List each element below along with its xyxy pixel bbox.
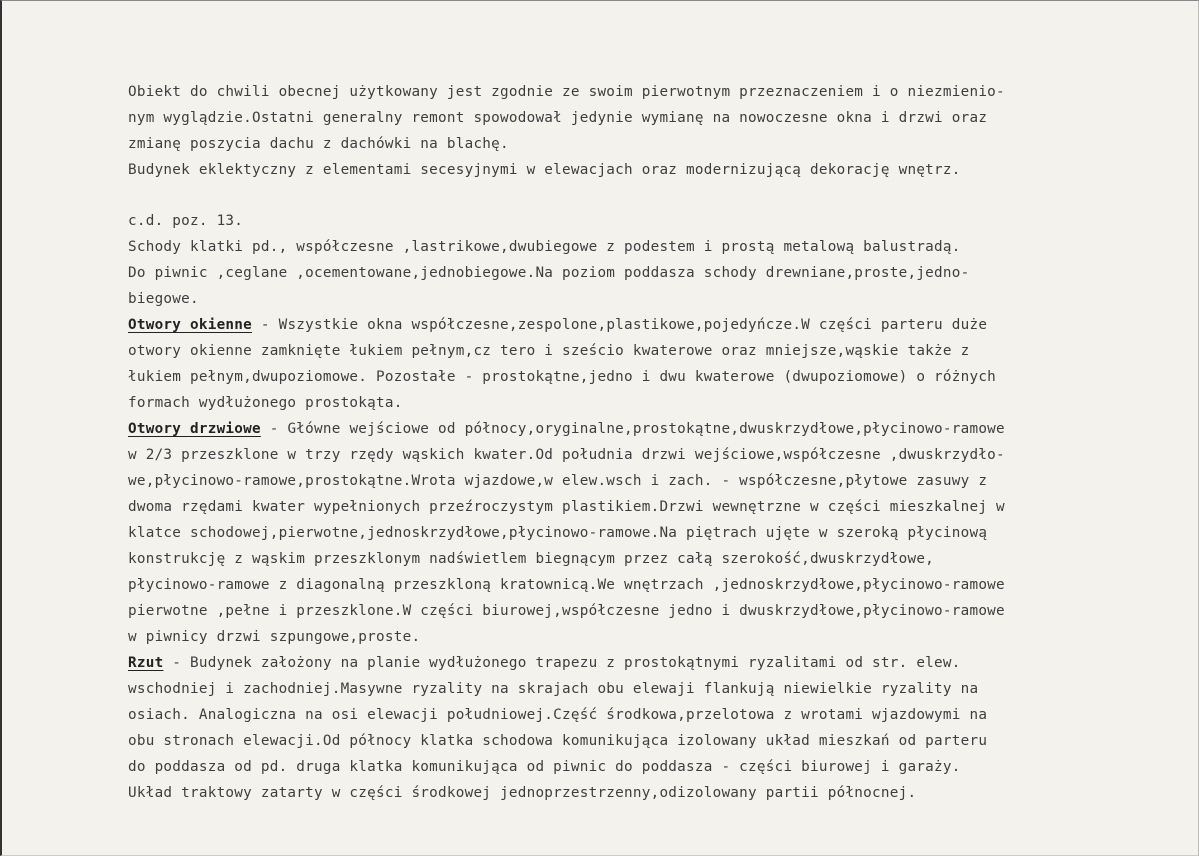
text-line: Do piwnic ,ceglane ,ocementowane,jednobiegowe.Na poziom poddasza schody drewniane,proste,jedno- <box>128 265 970 281</box>
text-line: pierwotne ,pełne i przeszklone.W części biurowej,współczesne jedno i dwuskrzydłowe,płycinowo-ramowe <box>128 603 1005 619</box>
text-line: we,płycinowo-ramowe,prostokątne.Wrota wjazdowe,w elew.wsch i zach. - współczesne,płytowe zasuwy z <box>128 473 988 489</box>
typewritten-text <box>128 79 1138 806</box>
section-heading-windows: Otwory okienne <box>128 317 253 333</box>
text-line: Obiekt do chwili obecnej użytkowany jest zgodnie ze swoim pierwotnym przeznaczeniem i o niezmienio- <box>128 84 1005 100</box>
text-segment: - Główne wejściowe od północy,oryginalne,prostokątne,dwuskrzydłowe,płycinowo-ramowe <box>260 421 1005 437</box>
text-line: osiach. Analogiczna na osi elewacji południowej.Część środkowa,przelotowa z wrotami wjazdowymi na <box>128 707 988 723</box>
text-line: c.d. poz. 13. <box>128 213 244 229</box>
text-line: wschodniej i zachodniej.Masywne ryzality na skrajach obu elewaji flankują niewielkie ryzality na <box>128 681 979 697</box>
text-line: biegowe. <box>128 291 199 307</box>
text-line: do poddasza od pd. druga klatka komunikująca od piwnic do poddasza - części biurowej i garaży. <box>128 759 961 775</box>
text-line: nym wyglądzie.Ostatni generalny remont spowodował jedynie wymianę na nowoczesne okna i drzwi oraz <box>128 110 988 126</box>
text-line: Budynek eklektyczny z elementami secesyjnymi w elewacjach oraz modernizującą dekorację wnętrz. <box>128 162 961 178</box>
paragraph-gap <box>128 183 1138 208</box>
text-line: obu stronach elewacji.Od północy klatka schodowa komunikująca izolowany układ mieszkań od parteru <box>128 733 988 749</box>
text-line: zmianę poszycia dachu z dachówki na blachę. <box>128 136 509 152</box>
text-line: dwoma rzędami kwater wypełnionych przeźroczystym plastikiem.Drzwi wewnętrzne w części mieszkalnej w <box>128 499 1005 515</box>
text-line: klatce schodowej,pierwotne,jednoskrzydłowe,płycinowo-ramowe.Na piętrach ujęte w szeroką płycinową <box>128 525 988 541</box>
text-line: łukiem pełnym,dwupoziomowe. Pozostałe - prostokątne,jedno i dwu kwaterowe (dwupoziomowe) o różnych <box>128 369 997 385</box>
text-line: otwory okienne zamknięte łukiem pełnym,cz tero i sześcio kwaterowe oraz mniejsze,wąskie także z <box>128 343 970 359</box>
section-heading-doors: Otwory drzwiowe <box>128 421 261 437</box>
text-line: w 2/3 przeszklone w trzy rzędy wąskich kwater.Od południa drzwi wejściowe,współczesne ,dwuskrzydło- <box>128 447 1005 463</box>
text-line: płycinowo-ramowe z diagonalną przeszkloną kratownicą.We wnętrzach ,jednoskrzydłowe,płycinowo-ramowe <box>128 577 1005 593</box>
text-line: Schody klatki pd., współczesne ,lastrikowe,dwubiegowe z podestem i prostą metalową balustradą. <box>128 239 961 255</box>
section-heading-plan: Rzut <box>128 655 164 671</box>
text-line: konstrukcję z wąskim przeszklonym nadświetlem biegnącym przez całą szerokość,dwuskrzydłowe, <box>128 551 935 567</box>
text-line: formach wydłużonego prostokąta. <box>128 395 403 411</box>
text-segment: - Budynek założony na planie wydłużonego trapezu z prostokątnymi ryzalitami od str. elew. <box>163 655 961 671</box>
text-segment: - Wszystkie okna współczesne,zespolone,plastikowe,pojedyńcze.W części parteru duże <box>252 317 988 333</box>
section-windows-first-line <box>128 312 1138 338</box>
text-line: w piwnicy drzwi szpungowe,proste. <box>128 629 421 645</box>
text-line: Układ traktowy zatarty w części środkowej jednoprzestrzenny,odizolowany partii północnej. <box>128 785 917 801</box>
section-plan-first-line <box>128 650 1138 676</box>
section-doors-first-line <box>128 416 1138 442</box>
